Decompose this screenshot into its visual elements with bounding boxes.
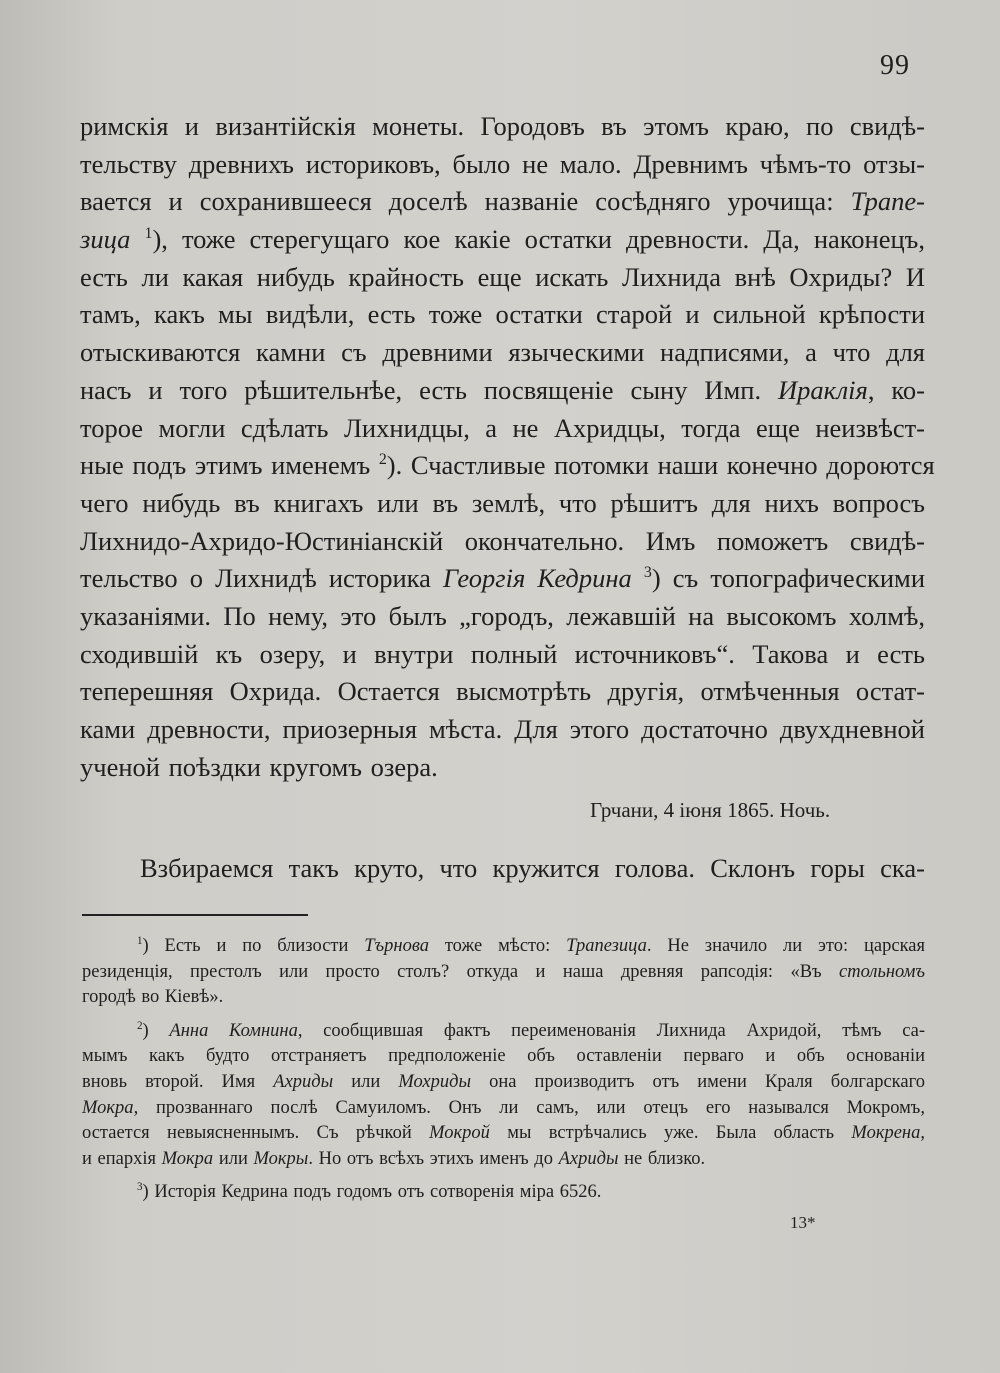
text-run: резиденція, престолъ или просто столъ? откуда и наша древняя рапсодія: «Въ xyxy=(82,961,840,982)
text-run: указаніями. По нему, это былъ „городъ, лежавшій на высокомъ холмѣ, xyxy=(80,600,925,631)
dateline: Грчани, 4 іюня 1865. Ночь. xyxy=(590,798,831,822)
text-run: торое могли сдѣлать Лихнидцы, а не Ахридцы, тогда еще неизвѣст- xyxy=(80,412,925,443)
italic-run: Мокры xyxy=(253,1148,309,1169)
italic-run: Мокрой xyxy=(429,1123,490,1144)
body-line xyxy=(80,183,925,221)
body-line xyxy=(80,598,925,636)
text-run: есть ли какая нибудь крайность еще искать Лихнида внѣ Охриды? И xyxy=(80,261,925,292)
footnote-ref: 1 xyxy=(137,934,143,947)
text-run: тельству древнихъ историковъ, было не мало. Древнимъ чѣмъ-то отзы- xyxy=(80,148,925,179)
body-line xyxy=(80,711,925,749)
text-run xyxy=(130,224,144,254)
text-run: ) Есть и по близости xyxy=(142,936,365,956)
footnote-line xyxy=(82,960,925,986)
text-run: ). Счастливые потомки наши конечно дороются xyxy=(386,450,935,481)
footnote-ref: 1 xyxy=(144,225,153,243)
text-run: городѣ во Кіевѣ». xyxy=(82,987,224,1008)
body-line xyxy=(80,334,925,372)
page-number: 99 xyxy=(880,50,910,81)
footnote-line xyxy=(82,985,925,1011)
text-run: или xyxy=(333,1071,399,1092)
footnote-line xyxy=(82,1180,925,1206)
italic-run: Мокра xyxy=(82,1097,134,1118)
body-text xyxy=(80,108,935,786)
body-line xyxy=(80,636,925,674)
body-line xyxy=(80,296,925,334)
footnote xyxy=(82,1180,925,1206)
italic-run: Мокрена xyxy=(851,1123,921,1144)
text-run: ные подъ этимъ именемъ xyxy=(80,450,379,481)
text-run: сходившій къ озеру, и внутри полный источниковъ“. Такова и есть xyxy=(80,638,925,669)
body-line xyxy=(80,749,925,787)
italic-run: Анна Комнина xyxy=(169,1020,298,1041)
body-line xyxy=(80,485,925,523)
italic-run: Трапезица xyxy=(566,936,647,956)
text-run: мымъ какъ будто отстраняетъ предположеніе объ оставленіи перваго и объ основаніи xyxy=(82,1046,925,1067)
text-run: отыскиваются камни съ древними языческими надписями, а что для xyxy=(80,337,925,368)
italic-run: Мохриды xyxy=(398,1071,472,1092)
text-run: ) съ топографическими xyxy=(651,563,926,594)
italic-run: Ахриды xyxy=(273,1071,334,1092)
footnote-line xyxy=(82,934,925,960)
text-run: ками древности, приозерныя мѣста. Для этого достаточно двухдневной xyxy=(80,714,925,744)
footnote-line xyxy=(82,1096,925,1122)
body-line xyxy=(80,146,925,184)
footnote xyxy=(82,1019,925,1173)
continuation-paragraph: Взбираемся такъ круто, что кружится голова. Склонъ горы ска- xyxy=(140,853,925,883)
italic-run: Ахриды xyxy=(558,1148,619,1169)
body-line xyxy=(80,673,925,711)
footnote-gap xyxy=(82,1172,925,1180)
text-run: ) xyxy=(142,1020,170,1041)
text-run: теперешняя Охрида. Остается высмотрѣть другія, отмѣченныя остат- xyxy=(80,676,925,707)
text-run: не близко. xyxy=(618,1148,706,1169)
footnotes xyxy=(82,934,925,1206)
body-line xyxy=(80,523,925,561)
italic-run: Ираклія xyxy=(778,374,868,405)
italic-run: зица xyxy=(80,224,131,255)
italic-run: Търнова xyxy=(364,936,429,956)
text-run: остается невыясненнымъ. Съ рѣчкой xyxy=(82,1123,430,1144)
body-line xyxy=(80,108,925,146)
footnote-divider xyxy=(82,914,308,916)
body-line xyxy=(80,259,925,297)
text-run: или xyxy=(213,1148,254,1169)
text-run: мы встрѣчались уже. Была область xyxy=(489,1123,852,1144)
italic-run: стольномъ xyxy=(839,961,925,982)
footnote-line xyxy=(82,1121,925,1147)
text-run: вновь второй. Имя xyxy=(82,1071,274,1092)
italic-run: Мокра xyxy=(161,1148,214,1169)
footnote-ref: 3 xyxy=(137,1181,143,1194)
footnote-line xyxy=(82,1044,925,1070)
text-run: , прозваннаго послѣ Самуиломъ. Онъ ли самъ, или отецъ его назывался Мокромъ, xyxy=(133,1097,925,1118)
text-run: тамъ, какъ мы видѣли, есть тоже остатки старой и сильной крѣпости xyxy=(80,299,925,330)
text-run: ученой поѣздки кругомъ озера. xyxy=(80,751,438,782)
footnote-line xyxy=(82,1070,925,1096)
body-line xyxy=(80,221,925,259)
italic-run: Георгія Кедрина xyxy=(443,563,632,594)
text-run: . Но отъ всѣхъ этихъ именъ до xyxy=(308,1148,559,1169)
footnote-ref: 2 xyxy=(378,451,387,469)
text-run: насъ и того рѣшительнѣе, есть посвященіе сыну Имп. xyxy=(80,374,779,405)
italic-run: Трапе- xyxy=(850,186,925,217)
body-line xyxy=(80,372,925,410)
text-run: вается и сохранившееся доселѣ названіе сосѣдняго урочища: xyxy=(80,186,851,217)
body-line xyxy=(80,560,925,598)
text-run: римскія и византійскія монеты. Городовъ въ этомъ краю, по свидѣ- xyxy=(80,111,925,141)
footnote-ref: 3 xyxy=(643,564,652,582)
text-run: , xyxy=(920,1123,925,1144)
footnote-ref: 2 xyxy=(137,1019,143,1032)
text-run: . Не значило ли это: царская xyxy=(646,936,926,956)
text-run: чего нибудь въ книгахъ или въ землѣ, что рѣшитъ для нихъ вопросъ xyxy=(80,487,925,518)
text-run: тоже мѣсто: xyxy=(428,936,567,956)
signature-mark: 13* xyxy=(790,1213,816,1232)
footnote-line xyxy=(82,1019,925,1045)
text-run: , ко- xyxy=(867,374,925,405)
footnote xyxy=(82,934,925,1011)
text-run: , сообщившая фактъ переименованія Лихнида Ахридой, тѣмъ са- xyxy=(297,1020,926,1041)
text-run: она производитъ отъ имени Краля болгарскаго xyxy=(471,1071,925,1092)
text-run: тельство о Лихнидѣ историка xyxy=(80,563,444,594)
text-run xyxy=(632,563,644,593)
text-run: Лихнидо-Ахридо-Юстиніанскій окончательно. Имъ поможетъ свидѣ- xyxy=(80,525,925,556)
text-run: ), тоже стерегущаго кое какіе остатки древности. Да, наконецъ, xyxy=(152,224,926,255)
text-run: ) Исторія Кедрина подъ годомъ отъ сотворенія міра 6526. xyxy=(142,1182,602,1203)
body-line xyxy=(80,447,935,485)
body-line xyxy=(80,410,925,448)
footnote-line xyxy=(82,1147,925,1173)
footnote-gap xyxy=(82,1011,925,1019)
text-run: и епархія xyxy=(82,1148,162,1169)
